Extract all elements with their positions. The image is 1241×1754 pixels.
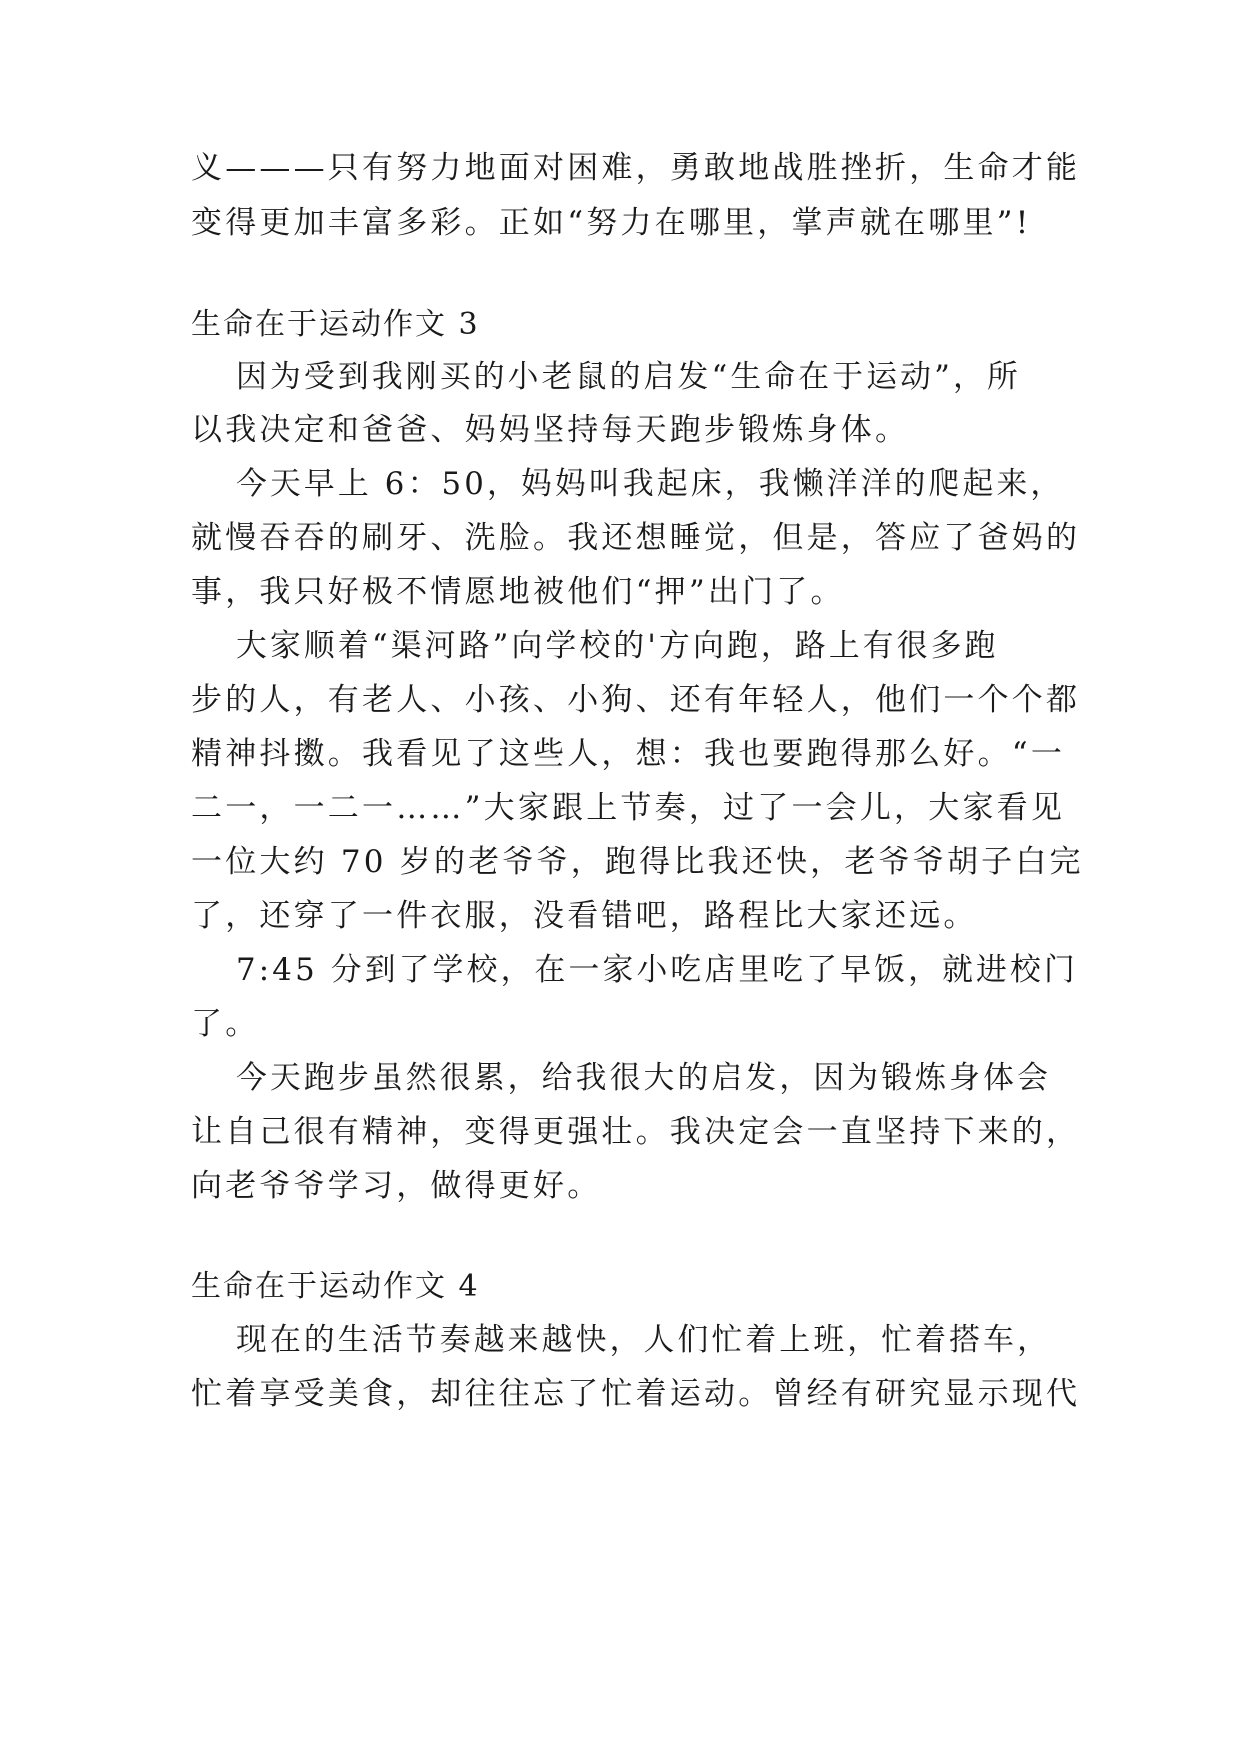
text-line: 向老爷爷学习，做得更好。 [191,1168,602,1204]
section-title: 生命在于运动作文 3 [191,307,480,342]
text-line: 以我决定和爸爸、妈妈坚持每天跑步锻炼身体。 [191,412,910,448]
text-line: 现在的生活节奏越来越快，人们忙着上班，忙着搭车， [236,1322,1052,1358]
text-line: 就慢吞吞的刷牙、洗脸。我还想睡觉，但是，答应了爸妈的 [191,520,1081,556]
text-line: 因为受到我刚买的小老鼠的启发“生命在于运动”，所 [236,359,1021,395]
text-line: 步的人，有老人、小孩、小狗、还有年轻人，他们一个个都 [191,682,1081,718]
text-line: 一位大约 70 岁的老爷爷，跑得比我还快，老爷爷胡子白完 [191,844,1084,880]
text-line: 忙着享受美食，却往往忘了忙着运动。曾经有研究显示现代 [191,1376,1081,1412]
text-line: 了。 [191,1006,260,1042]
text-line: 义———只有努力地面对困难，勇敢地战胜挫折，生命才能 [191,150,1081,186]
text-line: 大家顺着“渠河路”向学校的'方向跑，路上有很多跑 [236,628,999,664]
text-line: 7:45 分到了学校，在一家小吃店里吃了早饭，就进校门 [236,952,1078,988]
text-line: 精神抖擞。我看见了这些人，想：我也要跑得那么好。“一 [191,736,1066,772]
section-title: 生命在于运动作文 4 [191,1269,480,1304]
text-line: 二一，一二一……”大家跟上节奏，过了一会儿，大家看见 [191,790,1066,826]
text-line: 事，我只好极不情愿地被他们“押”出门了。 [191,574,845,610]
text-line: 了，还穿了一件衣服，没看错吧，路程比大家还远。 [191,898,978,934]
text-line: 变得更加丰富多彩。正如“努力在哪里，掌声就在哪里”! [191,205,1032,241]
text-line: 让自己很有精神，变得更强壮。我决定会一直坚持下来的， [191,1114,1081,1150]
text-line: 今天早上 6：50，妈妈叫我起床，我懒洋洋的爬起来， [236,466,1065,502]
text-line: 今天跑步虽然很累，给我很大的启发，因为锻炼身体会 [236,1060,1052,1096]
